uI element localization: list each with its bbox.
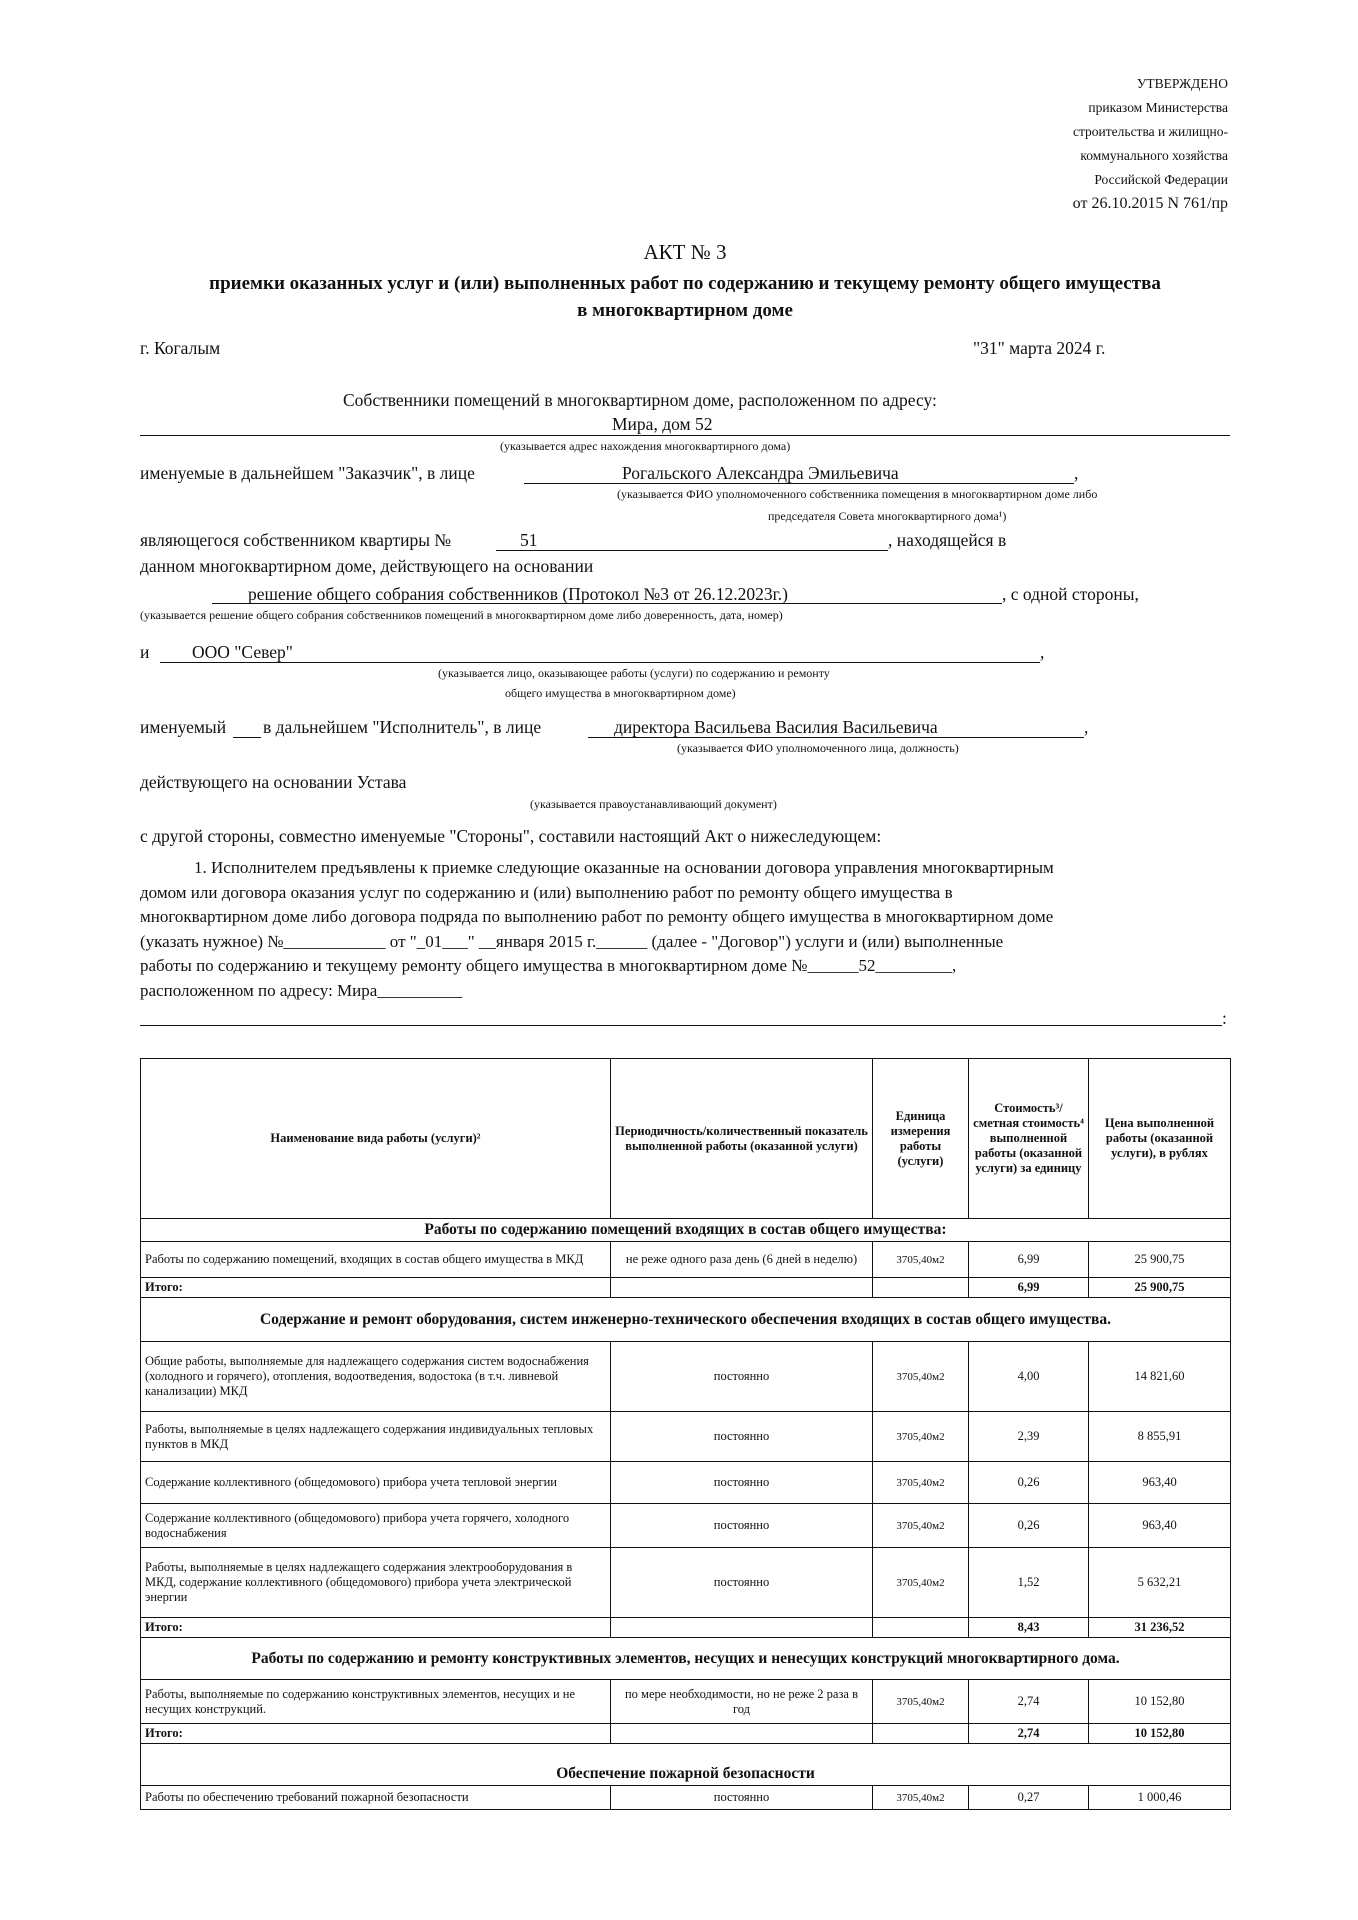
act-title-line: приемки оказанных услуг и (или) выполненных работ по содержанию и текущему ремонту общего имущества: [209, 273, 1161, 294]
work-name: Работы, выполняемые по содержанию конструктивных элементов, несущих и не несущих конструкций.: [141, 1680, 611, 1724]
empty-cell: [873, 1724, 969, 1744]
comma: ,: [1084, 717, 1089, 737]
apartment-underline: [496, 550, 888, 551]
approval-stamp: [1073, 72, 1228, 216]
approval-order: от 26.10.2015 N 761/пр: [1072, 195, 1228, 212]
place: г. Когалым: [140, 338, 221, 358]
paragraph-1: [140, 856, 1230, 1003]
executor-hint: (указывается ФИО уполномоченного лица, должность): [677, 741, 959, 755]
para-line: (указать нужное) №____________ от "_01___" __января 2015 г.______ (далее - "Договор") услуги и (или) выполненные: [140, 931, 1004, 951]
header-name: Наименование вида работы (услуги)²: [141, 1059, 611, 1219]
total-cost: 6,99: [969, 1278, 1089, 1298]
section-row: [141, 1298, 1231, 1342]
header-periodicity: Периодичность/количественный показатель выполненной работы (оказанной услуги): [611, 1059, 873, 1219]
executor-name: директора Васильева Василия Васильевича: [614, 717, 938, 737]
work-name: Работы, выполняемые в целях надлежащего содержания индивидуальных тепловых пунктов в МКД: [141, 1412, 611, 1462]
executor-a: именуемый: [140, 717, 227, 737]
work-name: Общие работы, выполняемые для надлежащего содержания систем водоснабжения (холодного и горячего), отопления, водоотведения, водостока (в т.ч. ливневой канализации) МКД: [141, 1342, 611, 1412]
total-row: [141, 1618, 1231, 1638]
work-name: Работы по обеспечению требований пожарной безопасности: [141, 1786, 611, 1810]
work-name: Содержание коллективного (общедомового) прибора учета тепловой энергии: [141, 1462, 611, 1504]
table-row: [141, 1548, 1231, 1618]
basis-hint: (указывается решение общего собрания собственников помещений в многоквартирном доме либо доверенность, дата, номер): [140, 608, 783, 622]
work-price: 14 821,60: [1089, 1342, 1231, 1412]
work-price: 963,40: [1089, 1504, 1231, 1548]
total-price: 31 236,52: [1089, 1618, 1231, 1638]
work-unit: 3705,40м2: [873, 1786, 969, 1810]
work-period: постоянно: [611, 1412, 873, 1462]
empty-cell: [611, 1618, 873, 1638]
work-cost: 0,27: [969, 1786, 1089, 1810]
para-line: работы по содержанию и текущему ремонту общего имущества в многоквартирном доме №______52_________,: [140, 956, 957, 975]
basis-suffix: , с одной стороны,: [1002, 584, 1139, 604]
para-line: 1. Исполнителем предъявлены к приемке следующие оказанные на основании договора управления многоквартирным: [194, 858, 1054, 877]
work-price: 5 632,21: [1089, 1548, 1231, 1618]
work-name: Работы, выполняемые в целях надлежащего содержания электрооборудования в МКД, содержание коллективного (общедомового) прибора учета электрической энергии: [141, 1548, 611, 1618]
contractor-hint: (указывается лицо, оказывающее работы (услуги) по содержанию и ремонту: [438, 666, 830, 680]
work-period: постоянно: [611, 1504, 873, 1548]
work-cost: 0,26: [969, 1462, 1089, 1504]
contractor-hint: общего имущества в многоквартирном доме): [505, 686, 736, 700]
total-label: Итого:: [141, 1724, 611, 1744]
work-unit: 3705,40м2: [873, 1242, 969, 1278]
total-price: 25 900,75: [1089, 1278, 1231, 1298]
total-cost: 2,74: [969, 1724, 1089, 1744]
comma: ,: [1074, 463, 1079, 483]
act-number: АКТ № 3: [643, 240, 727, 264]
header-unit: Единица измерения работы (услуги): [873, 1059, 969, 1219]
approval-line: приказом Министерства: [1088, 100, 1228, 115]
approval-title: УТВЕРЖДЕНО: [1136, 76, 1228, 91]
work-period: постоянно: [611, 1342, 873, 1412]
work-period: постоянно: [611, 1548, 873, 1618]
executor-b: в дальнейшем "Исполнитель", в лице: [263, 717, 542, 737]
table-row: [141, 1242, 1231, 1278]
work-name: Работы по содержанию помещений, входящих в состав общего имущества в МКД: [141, 1242, 611, 1278]
apartment-suffix: , находящейся в: [888, 530, 1007, 550]
works-table: [140, 1058, 1231, 1810]
act-title: [140, 270, 1230, 324]
customer-prefix: именуемые в дальнейшем "Заказчик", в лице: [140, 463, 475, 483]
address-value: Мира, дом 52: [612, 414, 713, 434]
empty-cell: [873, 1618, 969, 1638]
customer-hint: председателя Совета многоквартирного дома¹): [768, 509, 1007, 523]
apartment-prefix: являющегося собственником квартиры №: [140, 530, 452, 550]
work-cost: 4,00: [969, 1342, 1089, 1412]
basis-value: решение общего собрания собственников (Протокол №3 от 26.12.2023г.): [248, 584, 789, 604]
work-cost: 1,52: [969, 1548, 1089, 1618]
work-cost: 2,39: [969, 1412, 1089, 1462]
comma: ,: [1040, 642, 1045, 662]
para-line: многоквартирном доме либо договора подряда по выполнению работ по ремонту общего имущества в многоквартирном доме: [140, 907, 1054, 926]
approval-line: строительства и жилищно-: [1073, 124, 1228, 139]
basis-line: данном многоквартирном доме, действующего на основании: [140, 556, 594, 576]
section-title: Содержание и ремонт оборудования, систем инженерно-технического обеспечения входящих в состав общего имущества.: [141, 1298, 1231, 1342]
work-price: 25 900,75: [1089, 1242, 1231, 1278]
work-cost: 6,99: [969, 1242, 1089, 1278]
para-line: домом или договора оказания услуг по содержанию и (или) выполнению работ по ремонту общего имущества в: [140, 882, 953, 902]
apartment-number: 51: [520, 530, 538, 550]
executor-underline: [233, 737, 261, 738]
date: "31" марта 2024 г.: [973, 338, 1106, 358]
work-unit: 3705,40м2: [873, 1504, 969, 1548]
section-row: [141, 1219, 1231, 1242]
work-price: 1 000,46: [1089, 1786, 1231, 1810]
and-word: и: [140, 642, 150, 662]
act-title-line: в многоквартирном доме: [577, 300, 793, 321]
work-price: 10 152,80: [1089, 1680, 1231, 1724]
table-header-row: [141, 1059, 1231, 1219]
section-title: Работы по содержанию и ремонту конструктивных элементов, несущих и ненесущих конструкций многоквартирного дома.: [141, 1638, 1231, 1680]
work-cost: 2,74: [969, 1680, 1089, 1724]
total-cost: 8,43: [969, 1618, 1089, 1638]
owners-line: Собственники помещений в многоквартирном доме, расположенном по адресу:: [343, 390, 937, 410]
header-cost: Стоимость³/сметная стоимость⁴ выполненной работы (оказанной услуги) за единицу: [969, 1059, 1089, 1219]
empty-cell: [873, 1278, 969, 1298]
work-unit: 3705,40м2: [873, 1412, 969, 1462]
parties-line: с другой стороны, совместно именуемые "Стороны", составили настоящий Акт о нижеследующем:: [140, 826, 882, 846]
empty-cell: [611, 1278, 873, 1298]
work-period: не реже одного раза день (6 дней в неделю): [611, 1242, 873, 1278]
work-period: постоянно: [611, 1786, 873, 1810]
section-title: Работы по содержанию помещений входящих в состав общего имущества:: [141, 1219, 1231, 1242]
table-row: [141, 1786, 1231, 1810]
table-row: [141, 1412, 1231, 1462]
para-line: расположенном по адресу: Мира__________: [140, 980, 463, 1000]
work-unit: 3705,40м2: [873, 1462, 969, 1504]
table-row: [141, 1342, 1231, 1412]
contractor-name: ООО "Север": [192, 642, 293, 662]
acting-basis: действующего на основании Устава: [140, 772, 407, 792]
table-row: [141, 1680, 1231, 1724]
total-label: Итого:: [141, 1618, 611, 1638]
address-underline: [140, 435, 1230, 436]
table-row: [141, 1462, 1231, 1504]
total-label: Итого:: [141, 1278, 611, 1298]
empty-cell: [611, 1724, 873, 1744]
acting-hint: (указывается правоустанавливающий документ): [530, 797, 777, 811]
work-unit: 3705,40м2: [873, 1548, 969, 1618]
table-row: [141, 1504, 1231, 1548]
work-name: Содержание коллективного (общедомового) прибора учета горячего, холодного водоснабжения: [141, 1504, 611, 1548]
work-period: по мере необходимости, но не реже 2 раза в год: [611, 1680, 873, 1724]
work-unit: 3705,40м2: [873, 1342, 969, 1412]
customer-hint: (указывается ФИО уполномоченного собственника помещения в многоквартирном доме либо: [617, 487, 1098, 501]
approval-line: Российской Федерации: [1094, 172, 1228, 187]
total-row: [141, 1724, 1231, 1744]
address-underline-2: [140, 1025, 1222, 1026]
work-period: постоянно: [611, 1462, 873, 1504]
work-unit: 3705,40м2: [873, 1680, 969, 1724]
address-hint: (указывается адрес нахождения многоквартирного дома): [500, 439, 791, 453]
work-cost: 0,26: [969, 1504, 1089, 1548]
total-row: [141, 1278, 1231, 1298]
header-price: Цена выполненной работы (оказанной услуги), в рублях: [1089, 1059, 1231, 1219]
work-price: 8 855,91: [1089, 1412, 1231, 1462]
section-row: [141, 1744, 1231, 1786]
work-price: 963,40: [1089, 1462, 1231, 1504]
approval-line: коммунального хозяйства: [1080, 148, 1228, 163]
total-price: 10 152,80: [1089, 1724, 1231, 1744]
colon: :: [1222, 1008, 1227, 1028]
section-row: [141, 1638, 1231, 1680]
customer-name: Рогальского Александра Эмильевича: [622, 463, 899, 483]
section-title: Обеспечение пожарной безопасности: [141, 1744, 1231, 1786]
